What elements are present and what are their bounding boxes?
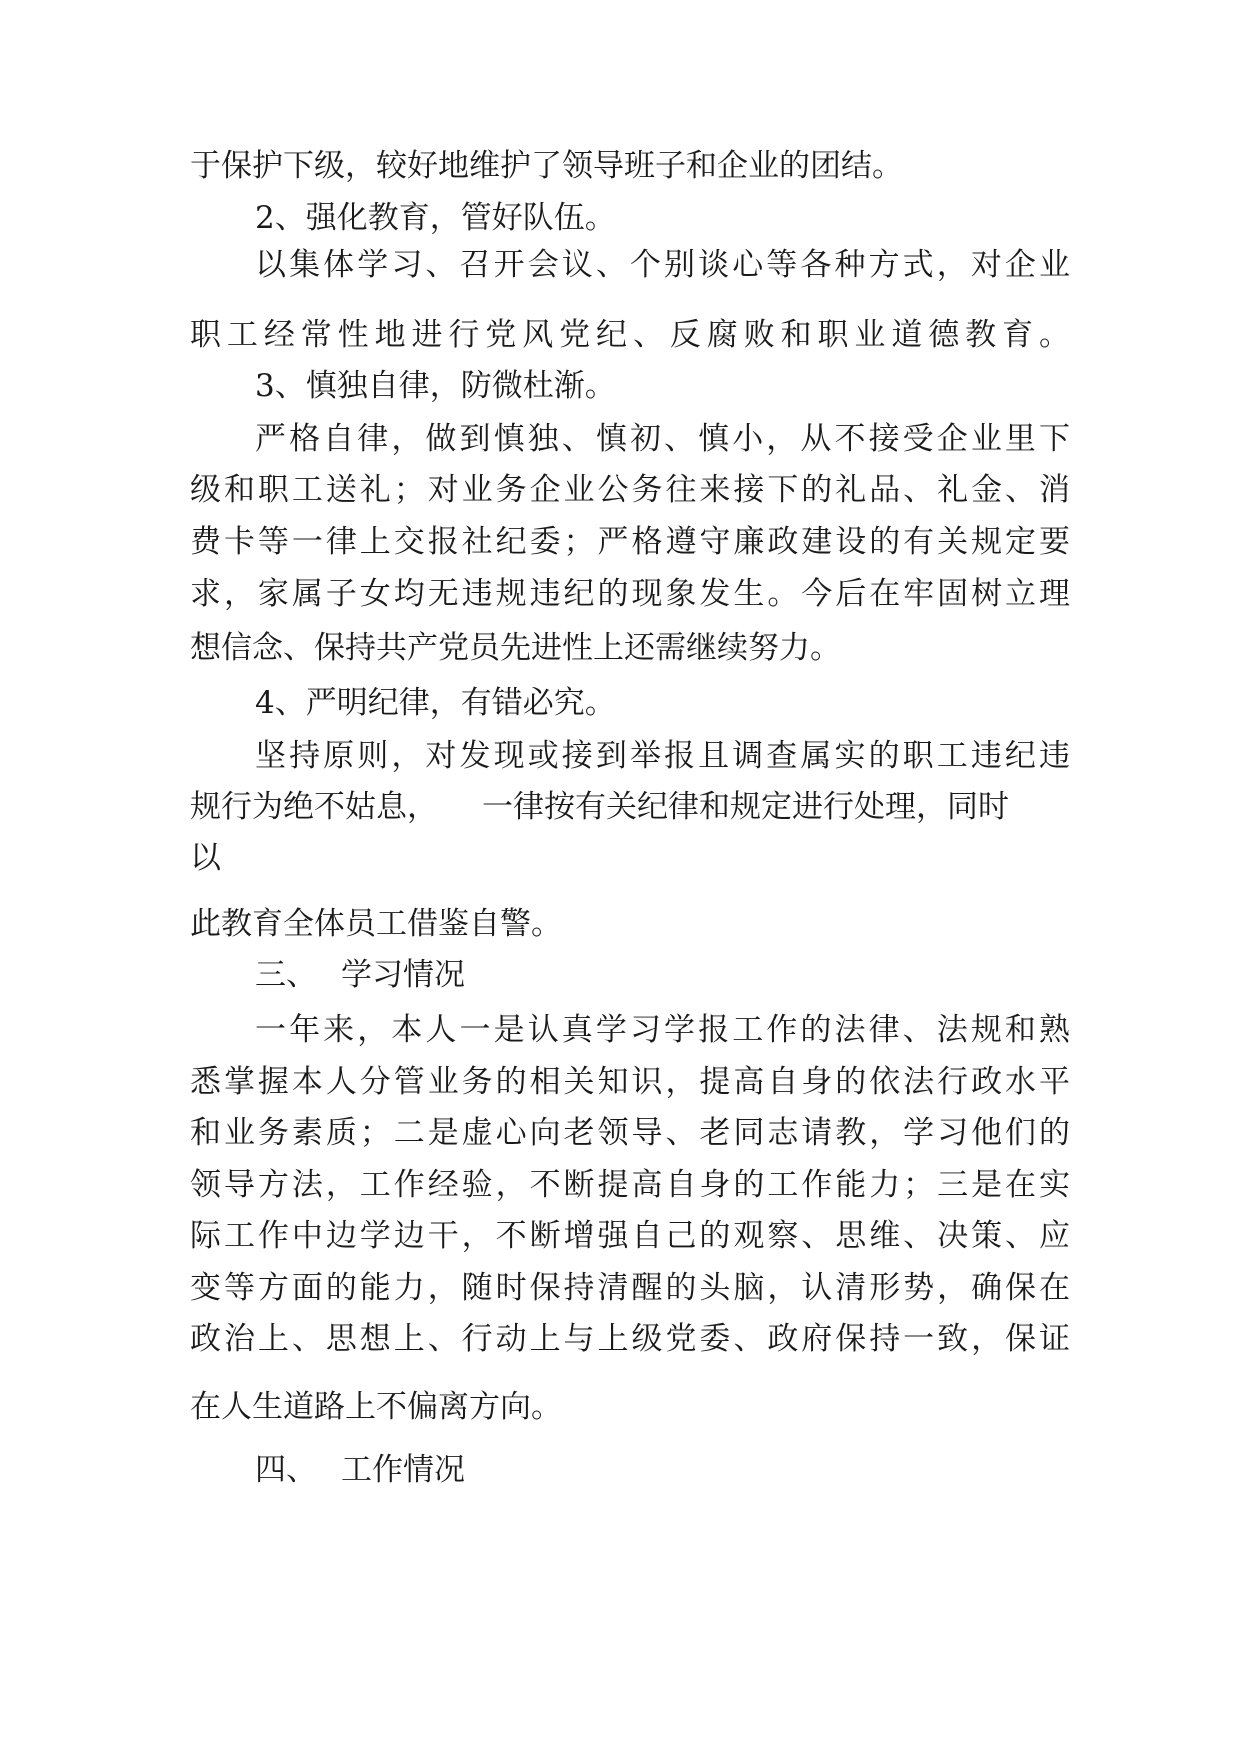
text-line: 际工作中边学边干，不断增强自己的观察、思维、决策、应 bbox=[190, 1218, 1070, 1254]
section-title: 工作情况 bbox=[341, 1452, 465, 1488]
section-heading-four bbox=[255, 1450, 1070, 1490]
text-line: 严格自律，做到慎独、慎初、慎小，从不接受企业里下 bbox=[255, 421, 1070, 457]
text-line: 变等方面的能力，随时保持清醒的头脑，认清形势，确保在 bbox=[190, 1270, 1070, 1306]
text-line: 坚持原则，对发现或接到举报且调查属实的职工违纪违 bbox=[255, 738, 1070, 774]
text-line: 于保护下级，较好地维护了领导班子和企业的团结。 bbox=[190, 148, 903, 184]
text-line: 以 bbox=[190, 840, 221, 876]
section-number: 三、 bbox=[255, 957, 317, 993]
text-line: 费卡等一律上交报社纪委；严格遵守廉政建设的有关规定要 bbox=[190, 524, 1070, 560]
text-line: 求，家属子女均无违规违纪的现象发生。今后在牢固树立理 bbox=[190, 576, 1070, 612]
subheading-3: 3、慎独自律，防微杜渐。 bbox=[255, 368, 616, 404]
text-fragment: 规行为绝不姑息， bbox=[190, 789, 438, 825]
subheading-2: 2、强化教育，管好队伍。 bbox=[255, 200, 616, 236]
text-line: 和业务素质；二是虚心向老领导、老同志请教，学习他们的 bbox=[190, 1115, 1070, 1151]
section-heading-three bbox=[255, 955, 1070, 995]
text-line: 领导方法，工作经验，不断提高自身的工作能力；三是在实 bbox=[190, 1167, 1070, 1203]
section-title: 学习情况 bbox=[341, 957, 465, 993]
text-line: 此教育全体员工借鉴自警。 bbox=[190, 906, 562, 942]
section-number: 四、 bbox=[255, 1452, 317, 1488]
text-line: 在人生道路上不偏离方向。 bbox=[190, 1389, 562, 1425]
text-line: 悉掌握本人分管业务的相关知识，提高自身的依法行政水平 bbox=[190, 1064, 1070, 1100]
subheading-4: 4、严明纪律，有错必究。 bbox=[255, 685, 616, 721]
text-line: 政治上、思想上、行动上与上级党委、政府保持一致，保证 bbox=[190, 1321, 1070, 1357]
text-line: 想信念、保持共产党员先进性上还需继续努力。 bbox=[190, 630, 841, 666]
text-line bbox=[190, 787, 1070, 827]
text-line: 以集体学习、召开会议、个别谈心等各种方式，对企业 bbox=[255, 247, 1070, 283]
text-fragment: 一律按有关纪律和规定进行处理，同时 bbox=[482, 789, 1009, 825]
text-line: 一年来，本人一是认真学习学报工作的法律、法规和熟 bbox=[255, 1012, 1070, 1048]
text-line: 职工经常性地进行党风党纪、反腐败和职业道德教育。 bbox=[190, 317, 1070, 353]
text-line: 级和职工送礼；对业务企业公务往来接下的礼品、礼金、消 bbox=[190, 472, 1070, 508]
